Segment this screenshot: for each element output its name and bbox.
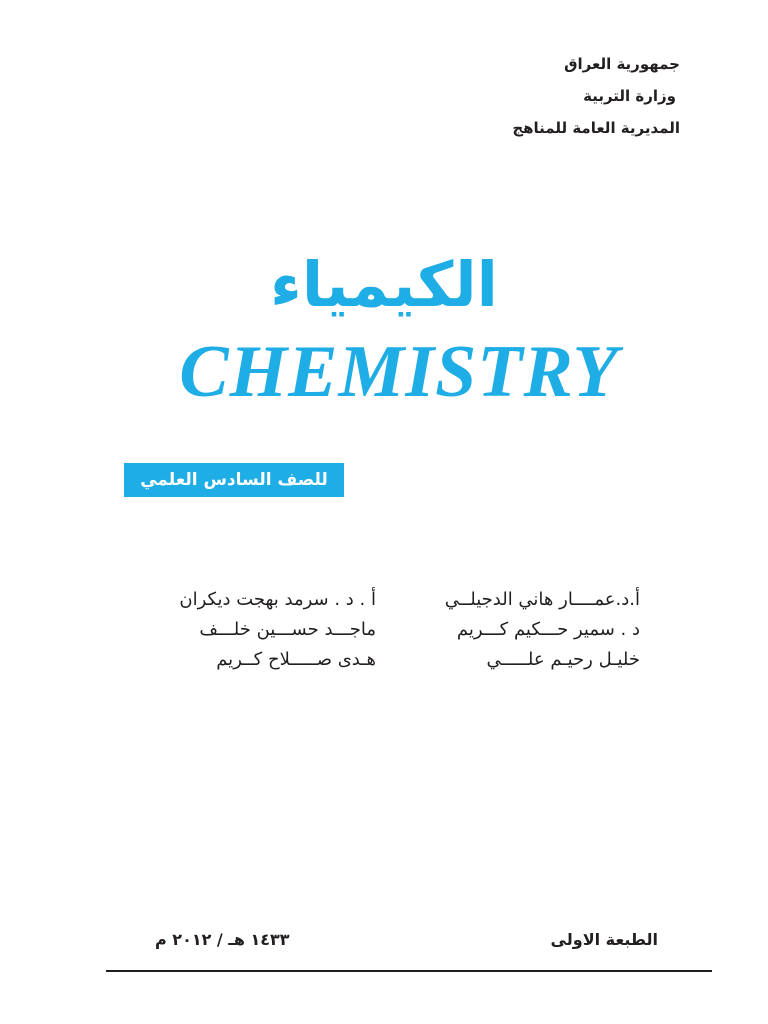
- arabic-title: الكيمياء: [270, 248, 498, 321]
- author-name: خليـل رحيـم علـــــي: [486, 649, 640, 670]
- author-row: [140, 615, 640, 645]
- issuer-header: [360, 48, 680, 144]
- footer-divider: [106, 970, 712, 972]
- english-title: CHEMISTRY: [179, 331, 619, 413]
- author-name: د . سمير حـــكيم كـــريم: [456, 619, 640, 640]
- ministry-name: وزارة التربية: [583, 87, 676, 105]
- author-row: [140, 645, 640, 675]
- author-name: أ . د . سرمد بهجت ديكران: [179, 589, 376, 610]
- author-name: ماجـــد حســـين خلـــف: [199, 619, 376, 640]
- authors-list: [140, 585, 640, 675]
- author-row: [140, 585, 640, 615]
- author-name: أ.د.عمــــار هاني الدجيلــي: [444, 589, 640, 610]
- publication-date: ١٤٣٣ هـ / ٢٠١٢ م: [155, 930, 290, 949]
- edition-label: الطبعة الاولى: [550, 930, 658, 949]
- country-name: جمهورية العراق: [564, 55, 680, 73]
- grade-badge: للصف السادس العلمي: [124, 463, 344, 497]
- directorate-name: المديرية العامة للمناهج: [512, 119, 680, 137]
- author-name: هـدى صـــــلاح كــريم: [216, 649, 376, 670]
